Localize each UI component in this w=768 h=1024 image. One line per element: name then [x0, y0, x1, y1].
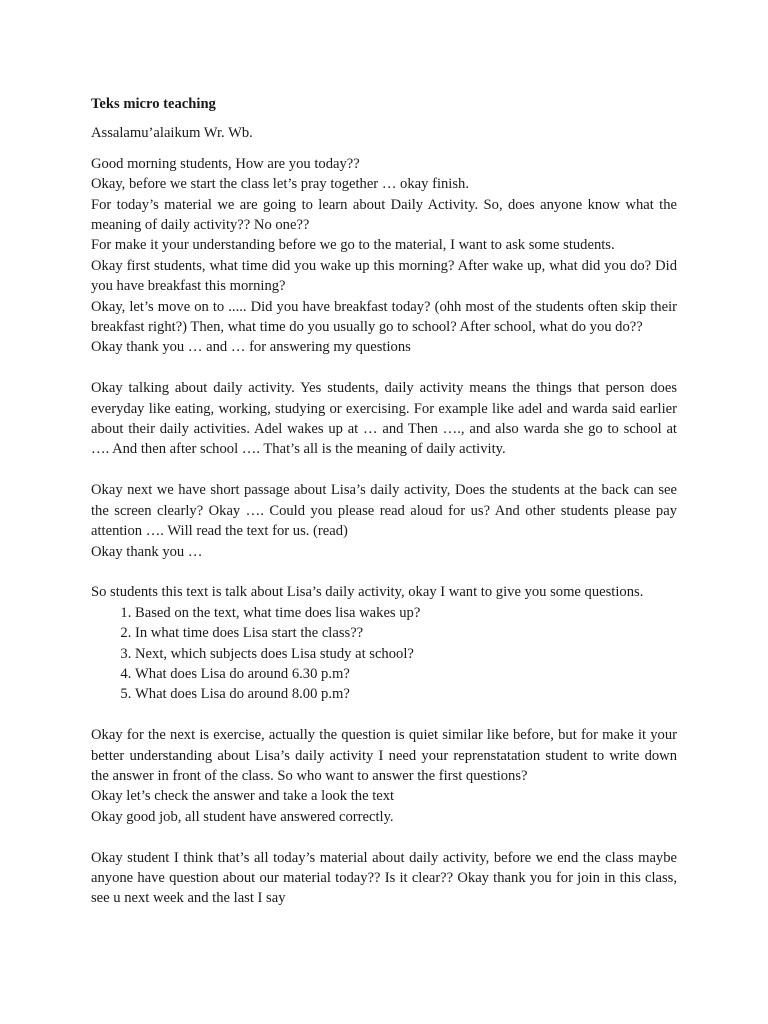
paragraph-gap — [91, 562, 677, 582]
opening-line: For make it your understanding before we go to the material, I want to ask some students. — [91, 237, 615, 254]
questions-intro: So students this text is talk about Lisa’s daily activity, okay I want to give you some questions. — [91, 584, 644, 601]
closing-section — [91, 848, 677, 909]
daily-activity-paragraph: Okay talking about daily activity. Yes students, daily activity means the things that person does everyday like eating, working, studying or exercising. For example like adel and warda said earlier about their daily activities. Adel wakes up at … and Then …., and also warda she go to school at …. And then after school …. That’s all is the meaning of daily activity. — [91, 380, 677, 458]
passage-line: Okay thank you … — [91, 543, 203, 560]
passage-section — [91, 480, 677, 562]
question-item: 4. What does Lisa do around 6.30 p.m? — [135, 664, 677, 684]
exercise-line: Okay good job, all student have answered correctly. — [91, 808, 394, 825]
opening-line: Okay thank you … and … for answering my questions — [91, 339, 411, 356]
paragraph-gap — [91, 827, 677, 847]
opening-line: Okay, before we start the class let’s pray together … okay finish. — [91, 176, 469, 193]
opening-line: Okay first students, what time did you wake up this morning? After wake up, what did you do? Did you have breakfast this morning? — [91, 257, 677, 295]
closing-paragraph: Okay student I think that’s all today’s material about daily activity, before we end the class maybe anyone have question about our material today?? Is it clear?? Okay thank you for join in this class, see u next week and the last I say — [91, 849, 677, 907]
opening-line: Good morning students, How are you today?? — [91, 155, 360, 172]
greeting-line: Assalamu’alaikum Wr. Wb. — [91, 125, 253, 142]
question-item: 2. In what time does Lisa start the class?? — [135, 623, 677, 643]
paragraph-gap — [91, 705, 677, 725]
daily-activity-section — [91, 378, 677, 460]
exercise-section — [91, 725, 677, 827]
question-item: 1. Based on the text, what time does lisa wakes up? — [135, 603, 677, 623]
exercise-line: Okay let’s check the answer and take a look the text — [91, 788, 395, 805]
question-item: 3. Next, which subjects does Lisa study at school? — [135, 644, 677, 664]
paragraph-gap — [91, 358, 677, 378]
opening-line: For today’s material we are going to learn about Daily Activity. So, does anyone know what the meaning of daily activity?? No one?? — [91, 196, 677, 234]
questions-list — [91, 603, 677, 705]
passage-line: Okay next we have short passage about Lisa’s daily activity, Does the students at the back can see the screen clearly? Okay …. Could you please read aloud for us? And other students please pay attention …. Will read the text for us. (read) — [91, 482, 677, 540]
opening-line: Okay, let’s move on to ..... Did you have breakfast today? (ohh most of the students often skip their breakfast right?) Then, what time do you usually go to school? After school, what do you do?? — [91, 298, 677, 336]
document-title: Teks micro teaching — [91, 96, 216, 112]
paragraph-gap — [91, 460, 677, 480]
question-item: 5. What does Lisa do around 8.00 p.m? — [135, 684, 677, 704]
questions-section — [91, 582, 677, 704]
exercise-line: Okay for the next is exercise, actually the question is quiet similar like before, but for make it your better understanding about Lisa’s daily activity I need your reprenstatation student to write down the answer in front of the class. So who want to answer the first questions? — [91, 727, 677, 784]
opening-section — [91, 154, 677, 358]
